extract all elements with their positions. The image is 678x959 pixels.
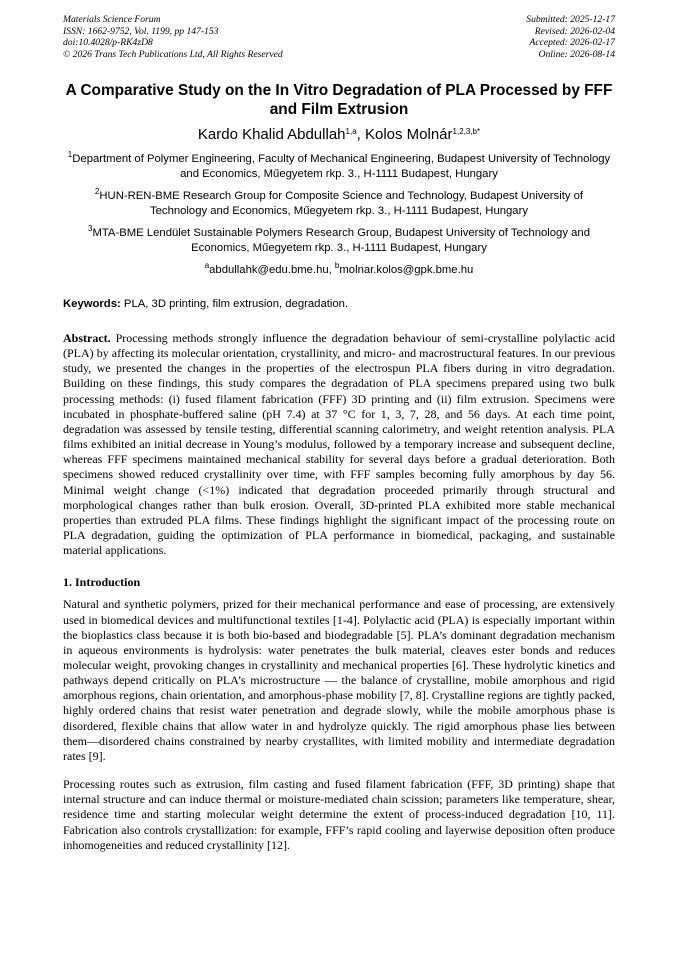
date-accepted: Accepted: 2026-02-17 bbox=[529, 37, 615, 48]
email-link[interactable]: abdullahk@edu.bme.hu bbox=[209, 264, 329, 276]
author-list bbox=[63, 126, 615, 144]
author-name: Kolos Molnár bbox=[364, 126, 453, 143]
date-submitted: Submitted: 2025-12-17 bbox=[526, 14, 615, 25]
submission-dates bbox=[526, 14, 615, 60]
affiliation-text: Department of Polymer Engineering, Faculty of Mechanical Engineering, Budapest University of Technology and Economics, Műegyetem rkp. 3., H-1111 Budapest, Hungary bbox=[72, 153, 611, 180]
keywords bbox=[63, 297, 615, 311]
journal-header bbox=[63, 14, 615, 64]
affiliation-marker: 2 bbox=[94, 187, 100, 196]
keywords-label: Keywords: bbox=[63, 298, 121, 310]
body-paragraph: Processing routes such as extrusion, film casting and fused filament fabrication (FFF, 3D printing) shape that internal structure and can induce thermal or moisture-mediated chain scission; parameters like temperature, shear, residence time and starting molecular weight determine the extent of process-induced degradation [10, 11]. Fabrication also controls crystallization: for example, FFF’s rapid cooling and layerwise deposition often produce inhomogeneities and reduced crystallinity [12]. bbox=[63, 777, 615, 852]
email-link[interactable]: molnar.kolos@gpk.bme.hu bbox=[339, 264, 474, 276]
journal-doi: doi:10.4028/p-RK4zD8 bbox=[63, 37, 153, 48]
author-name: Kardo Khalid Abdullah bbox=[197, 126, 346, 143]
email-marker: a bbox=[204, 261, 210, 270]
abstract bbox=[63, 331, 615, 558]
affiliation-marker: 1 bbox=[67, 150, 73, 159]
email-separator: , bbox=[328, 264, 335, 276]
date-revised: Revised: 2026-02-04 bbox=[534, 25, 615, 37]
journal-issn: ISSN: 1662-9752, Vol. 1199, pp 147-153 bbox=[63, 25, 219, 37]
affiliation-1 bbox=[63, 152, 615, 181]
author-affiliation-marker: 1,2,3,b* bbox=[452, 127, 481, 136]
paper-page bbox=[63, 14, 615, 853]
keywords-text: PLA, 3D printing, film extrusion, degradation. bbox=[120, 298, 349, 310]
email-marker: b bbox=[334, 261, 340, 270]
journal-name: Materials Science Forum bbox=[63, 14, 161, 25]
journal-info bbox=[63, 14, 283, 60]
author-separator: , bbox=[356, 126, 365, 143]
paper-title: A Comparative Study on the In Vitro Degradation of PLA Processed by FFF and Film Extrusion bbox=[65, 82, 613, 118]
body-paragraph: Natural and synthetic polymers, prized for their mechanical performance and ease of processing, are extensively used in biomedical devices and multifunctional textiles [1-4]. Polylactic acid (PLA) is especially important within the bioplastics class because it is both bio-based and biodegradable [5]. PLA’s dominant degradation mechanism in aqueous environments is hydrolysis: water penetrates the bulk material, cleaves ester bonds and reduces molecular weight, provoking changes in crystallinity and mechanical properties [6]. These hydrolytic kinetics and pathways depend critically on PLA’s microstructure — the balance of crystalline, mobile amorphous and rigid amorphous regions, chain orientation, and amorphous-phase mobility [7, 8]. Crystalline regions are tightly packed, highly ordered chains that resist water penetration and degrade slowly, while the mobile amorphous phase is disordered, flexible chains that allow water in and hydrolyze quickly. The rigid amorphous phase lies between them—disordered chains constrained by nearby crystallites, with limited mobility and intermediate degradation rates [9]. bbox=[63, 597, 615, 763]
affiliation-text: MTA-BME Lendület Sustainable Polymers Research Group, Budapest University of Technology and Economics, Műegyetem rkp. 3., H-1111 Budapest, Hungary bbox=[92, 227, 590, 254]
abstract-label: Abstract. bbox=[63, 331, 111, 345]
section-heading: 1. Introduction bbox=[63, 575, 141, 590]
author-affiliation-marker: 1,a bbox=[345, 127, 357, 136]
affiliation-2 bbox=[63, 189, 615, 218]
date-online: Online: 2026-08-14 bbox=[538, 48, 615, 60]
affiliation-text: HUN-REN-BME Research Group for Composite Science and Technology, Budapest University of Technology and Economics, Műegyetem rkp. 3., H-1111 Budapest, Hungary bbox=[99, 190, 584, 217]
affiliation-3 bbox=[63, 226, 615, 255]
author-emails bbox=[63, 263, 615, 277]
journal-copyright: © 2026 Trans Tech Publications Ltd, All Rights Reserved bbox=[63, 48, 283, 60]
affiliation-marker: 3 bbox=[88, 224, 93, 233]
abstract-text: Processing methods strongly influence the degradation behaviour of semi-crystalline polylactic acid (PLA) by affecting its molecular orientation, crystallinity, and micro- and macrostructural features. In our previous study, we presented the changes in the properties of the electrospun PLA fibers during in vitro degradation. Building on these findings, this study compares the degradation of PLA specimens prepared using two bulk processing methods: (i) fused filament fabrication (FFF) 3D printing and (ii) film extrusion. Specimens were incubated in phosphate-buffered saline (pH 7.4) at 37 °C for 1, 3, 7, 28, and 56 days. At each time point, degradation was assessed by tensile testing, differential scanning calorimetry, and weight retention analysis. PLA films exhibited an initial decrease in Young’s modulus, followed by a temporary increase and subsequent decline, whereas FFF specimens maintained mechanical stability for several days before a gradual deterioration. Both specimens showed reduced crystallinity over time, with FFF samples becoming fully amorphous by day 56. Minimal weight change (<1%) indicated that degradation proceeded primarily through structural and morphological changes rather than bulk erosion. Overall, 3D-printed PLA exhibited more stable mechanical properties than extruded PLA films. These findings highlight the significant impact of the processing route on PLA degradation, guiding the optimization of PLA performance in biomedical, packaging, and sustainable material applications. bbox=[63, 331, 615, 558]
